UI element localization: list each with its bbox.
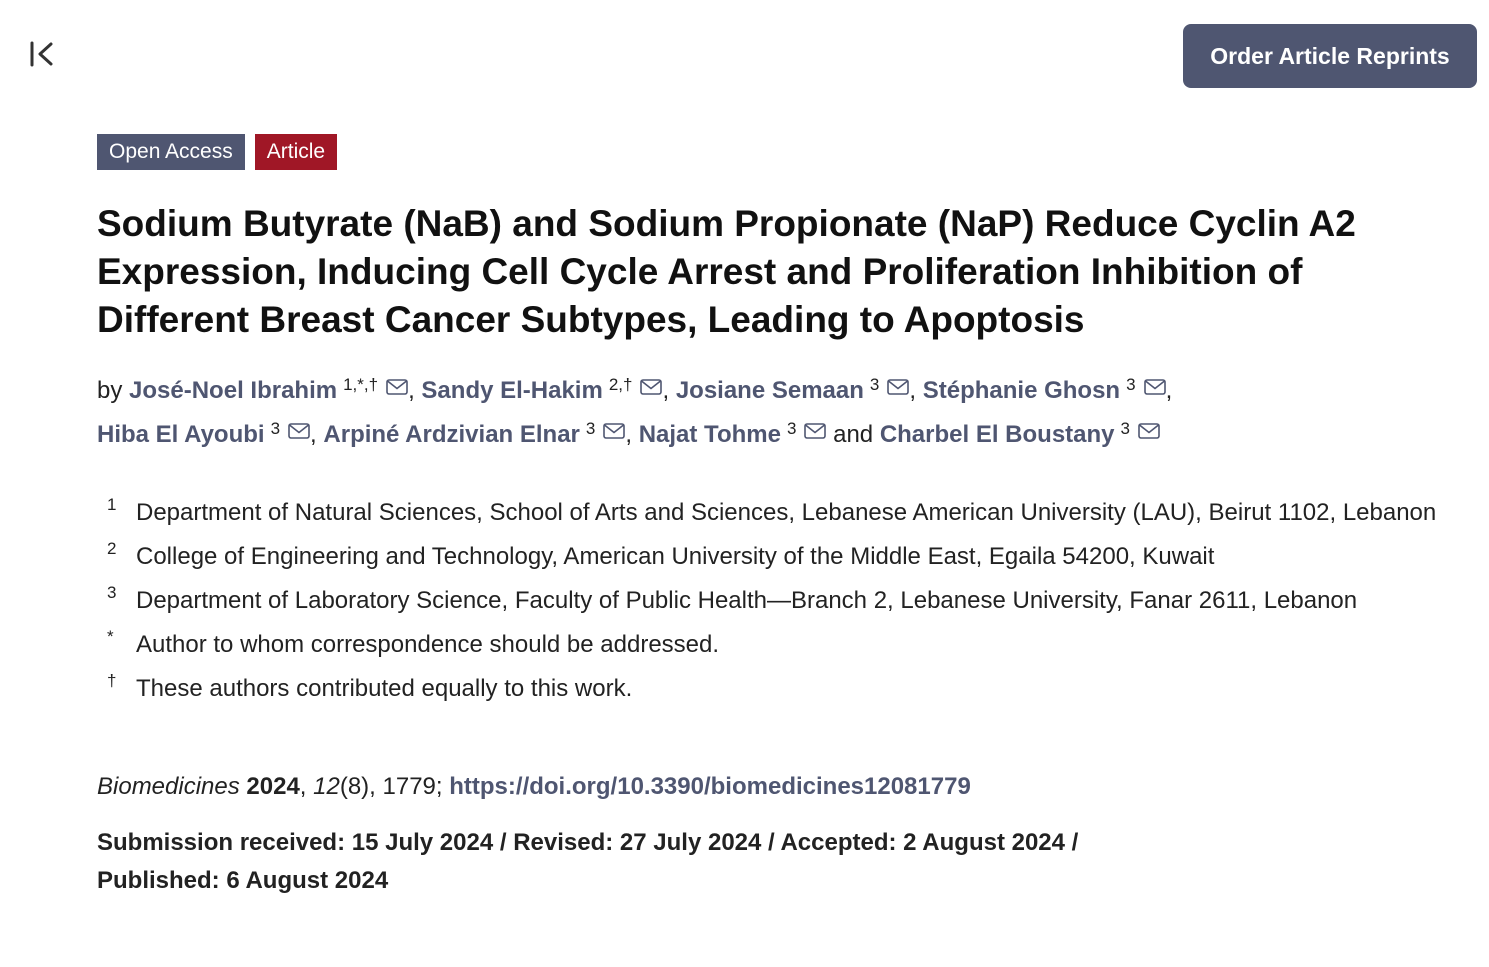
author-link[interactable]: José-Noel Ibrahim [129, 377, 338, 404]
affiliation-text: Author to whom correspondence should be addressed. [136, 631, 720, 658]
citation-separator: , [299, 773, 314, 800]
affiliation-item [107, 582, 1467, 620]
affiliation-mark: * [107, 627, 114, 646]
open-access-badge: Open Access [97, 134, 245, 170]
badge-row [97, 134, 1467, 170]
separator: , [310, 421, 317, 448]
author-affiliation-marks: 3 [1120, 419, 1130, 438]
author-link[interactable]: Stéphanie Ghosn [922, 377, 1121, 404]
collapse-sidebar-button[interactable] [24, 36, 60, 72]
email-icon[interactable] [386, 379, 408, 395]
email-icon[interactable] [804, 423, 826, 439]
journal-name: Biomedicines [97, 773, 240, 800]
doi-link[interactable]: https://doi.org/10.3390/biomedicines12081779 [449, 773, 971, 800]
author-affiliation-marks: 3 [869, 375, 880, 394]
email-icon[interactable] [603, 423, 625, 439]
by-label: by [97, 377, 123, 404]
author-affiliation-marks: 1,*,† [343, 375, 379, 394]
separator: , [1165, 377, 1173, 404]
separator: , [662, 377, 670, 404]
affiliation-text: Department of Laboratory Science, Faculty of Public Health—Branch 2, Lebanese University, Fanar 2611, Lebanon [136, 587, 1358, 614]
author-link[interactable]: Hiba El Ayoubi [97, 421, 265, 448]
separator: , [909, 377, 917, 404]
citation-issue-pages: (8), 1779; [339, 773, 450, 800]
citation-year: 2024 [246, 773, 300, 800]
publication-dates [97, 824, 1197, 900]
author-link[interactable]: Josiane Semaan [675, 377, 864, 404]
affiliation-text: These authors contributed equally to this work. [136, 675, 633, 702]
email-icon[interactable] [1144, 379, 1166, 395]
page-title: Sodium Butyrate (NaB) and Sodium Propionate (NaP) Reduce Cyclin A2 Expression, Inducing Cell Cycle Arrest and Proliferation Inhibition of Different Breast Cancer Subtypes, Leading to Apoptosis [97, 203, 1356, 340]
affiliation-text: College of Engineering and Technology, American University of the Middle East, Egaila 54200, Kuwait [136, 543, 1215, 570]
affiliation-mark: 1 [107, 495, 117, 514]
article-header [97, 134, 1467, 900]
author-link[interactable]: Sandy El-Hakim [421, 377, 603, 404]
author-affiliation-marks: 3 [585, 419, 596, 438]
author-link[interactable]: Arpiné Ardzivian Elnar [323, 421, 580, 448]
author-affiliation-marks: 3 [270, 419, 281, 438]
affiliation-mark: 3 [107, 583, 117, 602]
citation-volume: 12 [313, 773, 340, 800]
collapse-left-icon [27, 39, 57, 69]
author-affiliation-marks: 3 [786, 419, 797, 438]
author-list [97, 366, 1467, 454]
author-link[interactable]: Najat Tohme [638, 421, 781, 448]
email-icon[interactable] [640, 379, 662, 395]
author-affiliation-marks: 2,† [608, 375, 633, 394]
dates-line-2: Published: 6 August 2024 [97, 867, 389, 894]
affiliation-item [107, 494, 1467, 532]
author-link[interactable]: Charbel El Boustany [879, 421, 1115, 448]
affiliation-list [107, 494, 1467, 708]
email-icon[interactable] [887, 379, 909, 395]
citation [97, 768, 1467, 806]
affiliation-mark: 2 [107, 539, 117, 558]
order-reprints-button[interactable]: Order Article Reprints [1183, 24, 1477, 88]
and-label: and [833, 421, 874, 448]
author-affiliation-marks: 3 [1126, 375, 1136, 394]
separator: , [408, 377, 415, 404]
email-icon[interactable] [288, 423, 310, 439]
affiliation-text: Department of Natural Sciences, School of Arts and Sciences, Lebanese American University (LAU), Beirut 1102, Lebanon [136, 499, 1437, 526]
affiliation-mark: † [107, 671, 117, 690]
affiliation-item [107, 626, 1467, 664]
dates-line-1: Submission received: 15 July 2024 / Revised: 27 July 2024 / Accepted: 2 August 2024 / [97, 829, 1079, 856]
separator: , [625, 421, 633, 448]
affiliation-item [107, 670, 1467, 708]
affiliation-item [107, 538, 1467, 576]
article-type-badge: Article [255, 134, 337, 170]
email-icon[interactable] [1138, 423, 1160, 439]
